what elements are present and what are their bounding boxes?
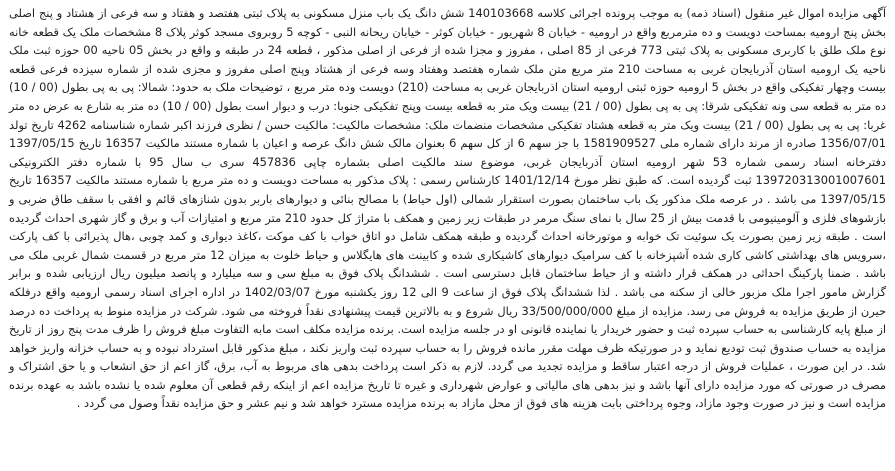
auction-notice-text: آگهی مزایده اموال غیر منقول (اسناد ذمه) به موجب پرونده اجرائی کلاسه 140103668 شش دانگ یک باب منزل مسکونی به پلاک ثبتی هفتصد و هفتاد و سه فرعی از هشتاد و پنج اصلی بخش پنج ارومیه بمساحت دویست و ده مترمربع واقع در ارومیه - خیابان 8 شهریور - خیابان کوثر - خیابان ریحانه النبی - کوچه 5 روبروی مسجد کوثر پلاک 8 مشخصات ملک یک قطعه خانه نوع ملک طلق با کاربری مسکونی به پلاک ثبتی 773 فرعی از 85 اصلی ، مفروز و مجزا شده از فرعی از اصلی مذکور ، قطعه 24 در طبقه و واقع در بخش 05 ناحیه 00 حوزه ثبت ملک ناحیه یک ارومیه استان آذربایجان غربی به مساحت 210 متر مربع متن ملک شماره هفتصد وهفتاد وسه فرعی از هشتاد وپنج اصلی مفروز و مجزی شده از شماره سیزده فرعی قطعه بیست وچهار تفکیکی واقع در بخش 5 ارومیه حوزه ثبتی ارومیه استان اذربایجان غربی به مساحت (210) دویست وده متر مربع ، توضیحات ملک به حدود: شمالا: پی به پی بطول (00 / 10) ده متر به قطعه سی ونه تفکیکی شرقا: پی به پی بطول (00 / 21) بیست ویک متر به قطعه بیست وپنج تفکیکی جنوبا: درب و دیوار است بطول (00 / 10) ده متر به شارع به عرض ده متر غربا: پی به پی بطول (00 / 21) بیست ویک متر به قطعه هشتاد تفکیکی مشخصات منضمات ملک: مشخصات مالکیت: مالکیت حسن / نظری فرزند اکبر شماره شناسنامه 4262 تاریخ تولد 1356/07/01 صادره از مرند دارای شماره ملی 1581909527 با جز سهم 6 از کل سهم 6 بعنوان مالک شش دانگ عرصه و اعیان با شماره مستند مالکیت 16357 تاریخ 1397/05/15 دفترخانه اسناد رسمی شماره 53 شهر ارومیه استان آذربایجان غربی، موضوع سند مالکیت اصلی بشماره چاپی 457836 سری ب سال 95 با شماره دفتر الکترونیکی 139720313001007601 ثبت گردیده است. که طبق نظر مورخ 1401/12/14 کارشناس رسمی : پلاک مذکور به مساحت دویست و ده متر مربع با شماره مستند مالکیت 16357 تاریخ 1397/05/15 می باشد . در عرصه ملک مذکور یک باب ساختمان بصورت استقرار شمالی (اول حیاط) با مصالح بنائی و دیوارهای باربر بدون شنازهای قائم و افقی با سقف طاق ضربی و بازشوهای فلزی و آلومینیومی با قدمت بیش از 25 سال با نمای سنگ مرمر در طبقات زیر زمین و همکف با متراژ کل حدود 210 متر مربع و امتیازات آب و برق و گاز شهری احداث گردیده است . طبقه زیر زمین بصورت یک سوئیت تک خوابه و موتورخانه احداث گردیده و طبقه همکف شامل دو اتاق خواب با کف موکت ،کاغذ دیواری و کمد چوبی ،هال پذیرائی با کف پارکت ،سرویس های بهداشتی کاشی کاری شده آشپزخانه با کف سرامیک دیوارهای کاشیکاری شده و کابینت های هایگلاس و حیاط خلوت به میزان 12 متر مربع در قسمت شمال غربی ملک می باشد . ضمنا پارکینگ احداثی در همکف قرار داشته و از حیاط ساختمان قابل دسترسی است . ششدانگ پلاک فوق به مبلغ سی و سه میلیارد و پانصد میلیون ریال ارزیابی شده و برابر گزارش مامور اجرا ملک مزبور خالی از سکنه می باشد . لذا ششدانگ پلاک فوق از ساعت 9 الی 12 روز یکشنبه مورخ 1402/03/07 در اداره اجرای اسناد رسمی ارومیه واقع درفلکه حیرن از طریق مزایده به فروش می رسد. مزایده از مبلغ 33/500/000/000 ریال شروع و به بالاترین قیمت پیشنهادی نقداً فروخته می شود. شرکت در مزایده منوط به پرداخت ده درصد از مبلغ پایه کارشناسی به حساب سپرده ثبت و حضور خریدار یا نماینده قانونی او در جلسه مزایده است. برنده مزایده مکلف است مابه التفاوت مبلغ فروش را ظرف مدت پنج روز از تاریخ مزایده به حساب صندوق ثبت تودیع نماید و در صورتیکه ظرف مهلت مقرر مانده فروش را به حساب سپرده ثبت واریز نکند ، مبلغ مذکور قابل استرداد نبوده و به حساب خزانه واریز خواهد شد. در این صورت ، عملیات فروش از درجه اعتبار ساقط و مزایده تجدید می گردد. لازم به ذکر است پرداخت بدهی های مربوط به آب، برق، گاز اعم از حق انشعاب و یا حق اشتراک و مصرف در صورتی که مورد مزایده دارای آنها باشد و نیز بدهی های مالیاتی و عوارض شهرداری و غیره تا تاریخ مزایده اعم از اینکه رقم قطعی آن معلوم شده یا نشده باشد به عهده برنده مزایده است و نیز در صورت وجود مازاد، وجوه پرداختی بابت هزینه های فوق از محل مازاد به برنده مزایده مسترد خواهد شد و نیم عشر و حق مزایده نقداً وصول می گردد . — [9, 6, 887, 411]
